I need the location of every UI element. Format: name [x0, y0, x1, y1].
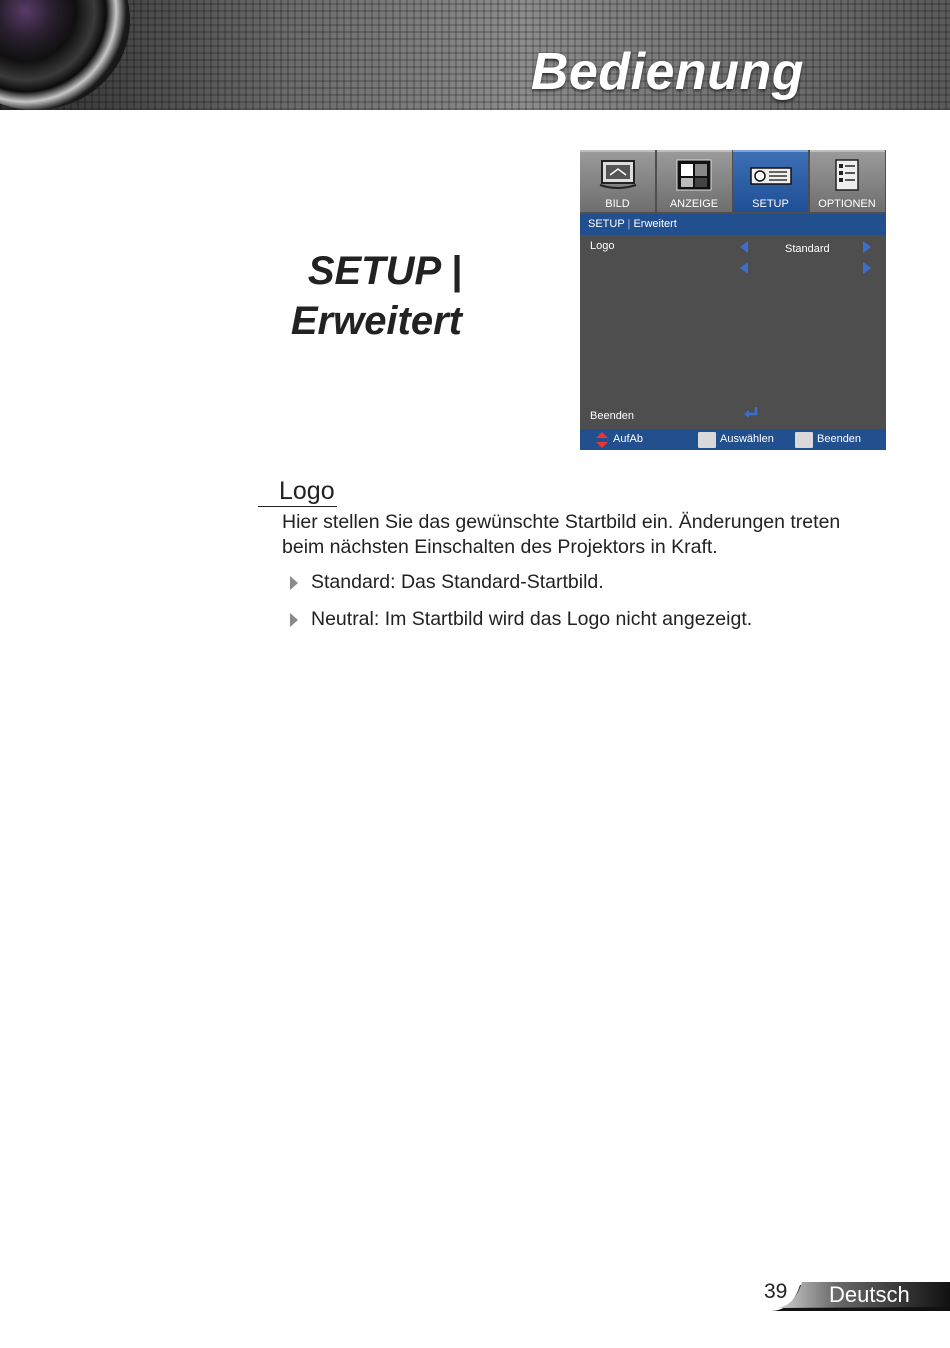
- bullet-item-neutral: [290, 608, 752, 631]
- bullet-item-standard: [290, 571, 604, 594]
- bullet-triangle-icon: [290, 576, 298, 590]
- bullet-text: Standard: Das Standard-Startbild.: [311, 571, 604, 593]
- logo-description-line1: Hier stellen Sie das gewünschte Startbild ein. Änderungen treten: [282, 511, 841, 533]
- lens-graphic: [0, 0, 130, 110]
- enter-key-icon: [698, 432, 716, 448]
- osd-breadcrumb: [580, 214, 886, 235]
- osd-footer-updown-label: AufAb: [613, 433, 643, 445]
- osd-footer-exit: [795, 429, 861, 450]
- osd-menu-screenshot: [580, 150, 886, 450]
- menu-key-icon: [795, 432, 813, 448]
- osd-breadcrumb-separator: |: [627, 218, 631, 230]
- tab-optionen[interactable]: [810, 150, 885, 212]
- projector-icon: [749, 158, 793, 192]
- osd-tab-bar: [580, 150, 886, 212]
- updown-arrows-icon: [595, 432, 609, 448]
- osd-footer-updown: [595, 429, 643, 450]
- tab-optionen-label: OPTIONEN: [818, 198, 876, 210]
- osd-logo-label: Logo: [590, 240, 615, 252]
- tab-anzeige-label: ANZEIGE: [669, 198, 719, 210]
- right-arrow-icon[interactable]: [863, 262, 871, 274]
- logo-description-line2: beim nächsten Einschalten des Projektors in Kraft.: [282, 536, 718, 558]
- osd-breadcrumb-part1: SETUP: [588, 218, 625, 230]
- enter-icon[interactable]: [743, 406, 759, 420]
- osd-footer-exit-label: Beenden: [817, 433, 862, 445]
- tab-setup[interactable]: [733, 150, 808, 212]
- section-title-line1: SETUP |: [307, 249, 462, 293]
- checklist-icon: [825, 158, 869, 192]
- picture-icon: [596, 158, 640, 192]
- osd-breadcrumb-part2: Erweitert: [633, 218, 677, 230]
- header-title: Bedienung: [530, 43, 804, 101]
- language-label: Deutsch: [829, 1282, 910, 1307]
- section-title-line2: Erweitert: [290, 299, 462, 343]
- tab-setup-label: SETUP: [752, 198, 789, 210]
- page-number: 39: [764, 1280, 788, 1303]
- tab-anzeige[interactable]: [657, 150, 732, 212]
- osd-exit-label[interactable]: Beenden: [590, 410, 635, 422]
- right-arrow-icon[interactable]: [863, 241, 871, 253]
- bullet-text: Neutral: Im Startbild wird das Logo nicht angezeigt.: [311, 608, 753, 630]
- logo-heading: Logo: [258, 476, 337, 507]
- tab-bild-label: BILD: [605, 198, 630, 210]
- osd-logo-value[interactable]: Standard: [785, 243, 830, 255]
- section-title: [291, 246, 462, 346]
- left-arrow-icon[interactable]: [740, 241, 748, 253]
- osd-footer-select: [698, 429, 774, 450]
- tab-bild[interactable]: [580, 150, 655, 212]
- display-icon: [672, 158, 716, 192]
- osd-footer-select-label: Auswählen: [720, 433, 774, 445]
- page-header: [0, 0, 950, 110]
- bullet-triangle-icon: [290, 613, 298, 627]
- left-arrow-icon[interactable]: [740, 262, 748, 274]
- logo-description: [282, 510, 882, 560]
- osd-footer: [580, 429, 886, 450]
